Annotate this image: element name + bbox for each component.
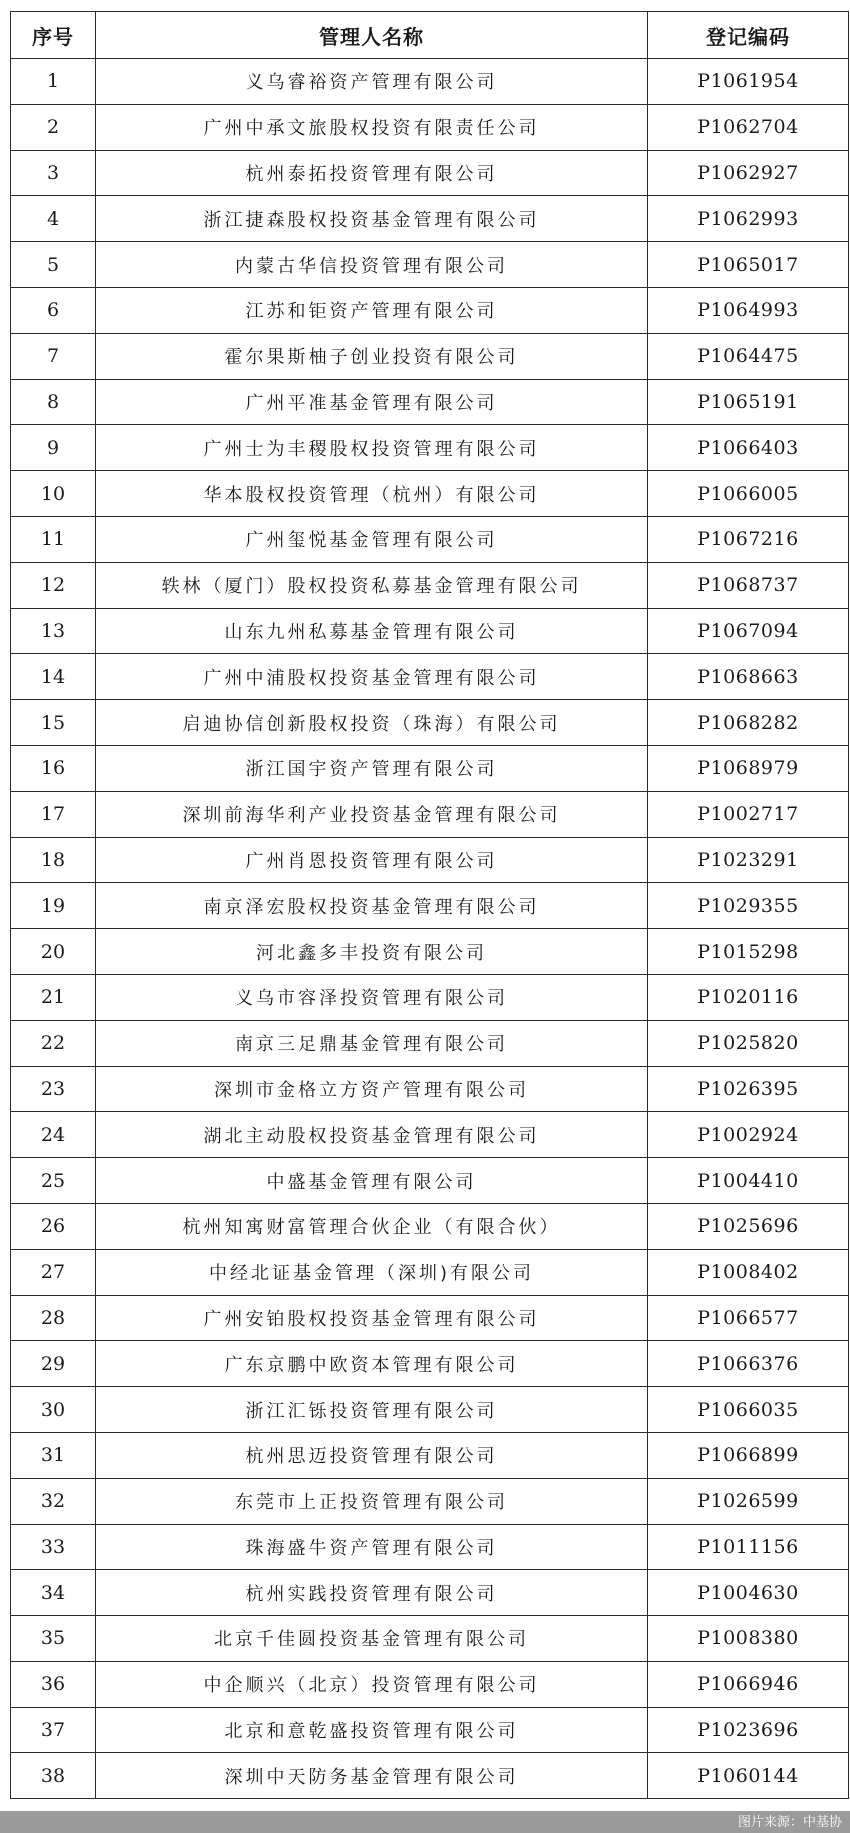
table-row [11, 974, 849, 1020]
registration-code: P1004630 [648, 1570, 849, 1616]
table-row [11, 1112, 849, 1158]
registration-code: P1004410 [648, 1158, 849, 1204]
manager-name: 义乌市容泽投资管理有限公司 [96, 974, 648, 1020]
registration-code: P1008402 [648, 1249, 849, 1295]
manager-name: 杭州实践投资管理有限公司 [96, 1570, 648, 1616]
table-row [11, 1341, 849, 1387]
registration-code: P1011156 [648, 1524, 849, 1570]
row-index: 18 [11, 837, 96, 883]
manager-name: 广州安铂股权投资基金管理有限公司 [96, 1295, 648, 1341]
registration-code: P1064993 [648, 287, 849, 333]
table-row [11, 59, 849, 105]
registration-code: P1068282 [648, 700, 849, 746]
row-index: 10 [11, 471, 96, 517]
registration-code: P1025820 [648, 1020, 849, 1066]
registration-code: P1064475 [648, 333, 849, 379]
manager-name: 广东京鹏中欧资本管理有限公司 [96, 1341, 648, 1387]
registration-code: P1026599 [648, 1478, 849, 1524]
manager-name: 浙江捷森股权投资基金管理有限公司 [96, 196, 648, 242]
table-row [11, 471, 849, 517]
registration-code: P1002924 [648, 1112, 849, 1158]
registration-code: P1066376 [648, 1341, 849, 1387]
table-row [11, 1158, 849, 1204]
table-row [11, 1570, 849, 1616]
row-index: 11 [11, 516, 96, 562]
table-row [11, 1432, 849, 1478]
table-row [11, 1295, 849, 1341]
table-header [11, 12, 849, 59]
row-index: 35 [11, 1616, 96, 1662]
table-row [11, 379, 849, 425]
manager-name: 广州玺悦基金管理有限公司 [96, 516, 648, 562]
manager-name: 北京千佳圆投资基金管理有限公司 [96, 1616, 648, 1662]
row-index: 12 [11, 562, 96, 608]
manager-name: 山东九州私募基金管理有限公司 [96, 608, 648, 654]
manager-name: 义乌睿裕资产管理有限公司 [96, 59, 648, 105]
row-index: 31 [11, 1432, 96, 1478]
row-index: 29 [11, 1341, 96, 1387]
manager-name: 内蒙古华信投资管理有限公司 [96, 242, 648, 288]
image-source-label: 图片来源：中基协 [737, 1815, 842, 1830]
row-index: 23 [11, 1066, 96, 1112]
table-row [11, 287, 849, 333]
row-index: 13 [11, 608, 96, 654]
registration-code: P1068737 [648, 562, 849, 608]
table-row [11, 1203, 849, 1249]
manager-name: 中经北证基金管理（深圳)有限公司 [96, 1249, 648, 1295]
row-index: 5 [11, 242, 96, 288]
row-index: 4 [11, 196, 96, 242]
table-row [11, 150, 849, 196]
table-row [11, 791, 849, 837]
registration-code: P1060144 [648, 1753, 849, 1799]
manager-name: 北京和意乾盛投资管理有限公司 [96, 1707, 648, 1753]
manager-name: 浙江汇铄投资管理有限公司 [96, 1387, 648, 1433]
manager-name: 河北鑫多丰投资有限公司 [96, 929, 648, 975]
row-index: 28 [11, 1295, 96, 1341]
manager-name: 湖北主动股权投资基金管理有限公司 [96, 1112, 648, 1158]
image-source-bar [0, 1811, 850, 1833]
table-row [11, 654, 849, 700]
row-index: 8 [11, 379, 96, 425]
manager-name: 轶林（厦门）股权投资私募基金管理有限公司 [96, 562, 648, 608]
registration-code: P1062927 [648, 150, 849, 196]
manager-name: 中企顺兴（北京）投资管理有限公司 [96, 1661, 648, 1707]
table-row [11, 242, 849, 288]
registration-code: P1025696 [648, 1203, 849, 1249]
manager-name: 广州士为丰稷股权投资管理有限公司 [96, 425, 648, 471]
table-row [11, 1066, 849, 1112]
row-index: 3 [11, 150, 96, 196]
registration-code: P1015298 [648, 929, 849, 975]
manager-name: 浙江国宇资产管理有限公司 [96, 745, 648, 791]
row-index: 26 [11, 1203, 96, 1249]
table-row [11, 1387, 849, 1433]
manager-name: 广州中承文旅股权投资有限责任公司 [96, 104, 648, 150]
row-index: 14 [11, 654, 96, 700]
header-row [11, 12, 849, 59]
row-index: 19 [11, 883, 96, 929]
table-row [11, 837, 849, 883]
manager-name: 深圳中天防务基金管理有限公司 [96, 1753, 648, 1799]
manager-name: 南京泽宏股权投资基金管理有限公司 [96, 883, 648, 929]
registration-code: P1029355 [648, 883, 849, 929]
table-row [11, 700, 849, 746]
manager-name: 广州中浦股权投资基金管理有限公司 [96, 654, 648, 700]
table-row [11, 333, 849, 379]
table-row [11, 1753, 849, 1799]
row-index: 1 [11, 59, 96, 105]
table-row [11, 1661, 849, 1707]
row-index: 33 [11, 1524, 96, 1570]
manager-name: 华本股权投资管理（杭州）有限公司 [96, 471, 648, 517]
table-row [11, 196, 849, 242]
manager-name: 江苏和钜资产管理有限公司 [96, 287, 648, 333]
row-index: 21 [11, 974, 96, 1020]
registration-code: P1008380 [648, 1616, 849, 1662]
row-index: 24 [11, 1112, 96, 1158]
row-index: 34 [11, 1570, 96, 1616]
table-row [11, 562, 849, 608]
manager-name: 中盛基金管理有限公司 [96, 1158, 648, 1204]
row-index: 38 [11, 1753, 96, 1799]
registration-code: P1067094 [648, 608, 849, 654]
table-row [11, 608, 849, 654]
registration-code: P1066899 [648, 1432, 849, 1478]
registration-code: P1066403 [648, 425, 849, 471]
registration-code: P1023291 [648, 837, 849, 883]
table-row [11, 425, 849, 471]
row-index: 17 [11, 791, 96, 837]
manager-name: 杭州泰拓投资管理有限公司 [96, 150, 648, 196]
row-index: 6 [11, 287, 96, 333]
registration-code: P1023696 [648, 1707, 849, 1753]
manager-name: 杭州知寓财富管理合伙企业（有限合伙） [96, 1203, 648, 1249]
registration-code: P1062704 [648, 104, 849, 150]
row-index: 27 [11, 1249, 96, 1295]
registration-code: P1026395 [648, 1066, 849, 1112]
row-index: 36 [11, 1661, 96, 1707]
registry-table-container [10, 11, 848, 1799]
registration-code: P1062993 [648, 196, 849, 242]
row-index: 25 [11, 1158, 96, 1204]
row-index: 2 [11, 104, 96, 150]
header-manager-name: 管理人名称 [96, 12, 648, 59]
manager-name: 霍尔果斯柚子创业投资有限公司 [96, 333, 648, 379]
manager-name: 深圳前海华利产业投资基金管理有限公司 [96, 791, 648, 837]
row-index: 16 [11, 745, 96, 791]
row-index: 15 [11, 700, 96, 746]
table-row [11, 1020, 849, 1066]
table-row [11, 1478, 849, 1524]
table-row [11, 516, 849, 562]
table-row [11, 745, 849, 791]
registration-code: P1066577 [648, 1295, 849, 1341]
manager-name: 广州平准基金管理有限公司 [96, 379, 648, 425]
table-row [11, 1616, 849, 1662]
registration-code: P1061954 [648, 59, 849, 105]
table-row [11, 883, 849, 929]
table-row [11, 1524, 849, 1570]
row-index: 9 [11, 425, 96, 471]
registration-code: P1065191 [648, 379, 849, 425]
manager-name: 广州肖恩投资管理有限公司 [96, 837, 648, 883]
manager-name: 南京三足鼎基金管理有限公司 [96, 1020, 648, 1066]
registration-code: P1066035 [648, 1387, 849, 1433]
registration-code: P1002717 [648, 791, 849, 837]
row-index: 32 [11, 1478, 96, 1524]
registration-code: P1068663 [648, 654, 849, 700]
registration-code: P1065017 [648, 242, 849, 288]
row-index: 7 [11, 333, 96, 379]
header-registration-code: 登记编码 [648, 12, 849, 59]
registration-code: P1020116 [648, 974, 849, 1020]
manager-name: 东莞市上正投资管理有限公司 [96, 1478, 648, 1524]
table-body [11, 59, 849, 1799]
manager-name: 启迪协信创新股权投资（珠海）有限公司 [96, 700, 648, 746]
table-row [11, 104, 849, 150]
table-row [11, 1249, 849, 1295]
registration-code: P1068979 [648, 745, 849, 791]
manager-name: 珠海盛牛资产管理有限公司 [96, 1524, 648, 1570]
table-row [11, 929, 849, 975]
row-index: 22 [11, 1020, 96, 1066]
row-index: 30 [11, 1387, 96, 1433]
manager-registry-table [10, 11, 849, 1799]
registration-code: P1067216 [648, 516, 849, 562]
registration-code: P1066946 [648, 1661, 849, 1707]
row-index: 37 [11, 1707, 96, 1753]
manager-name: 深圳市金格立方资产管理有限公司 [96, 1066, 648, 1112]
row-index: 20 [11, 929, 96, 975]
table-row [11, 1707, 849, 1753]
header-index: 序号 [11, 12, 96, 59]
manager-name: 杭州思迈投资管理有限公司 [96, 1432, 648, 1478]
registration-code: P1066005 [648, 471, 849, 517]
